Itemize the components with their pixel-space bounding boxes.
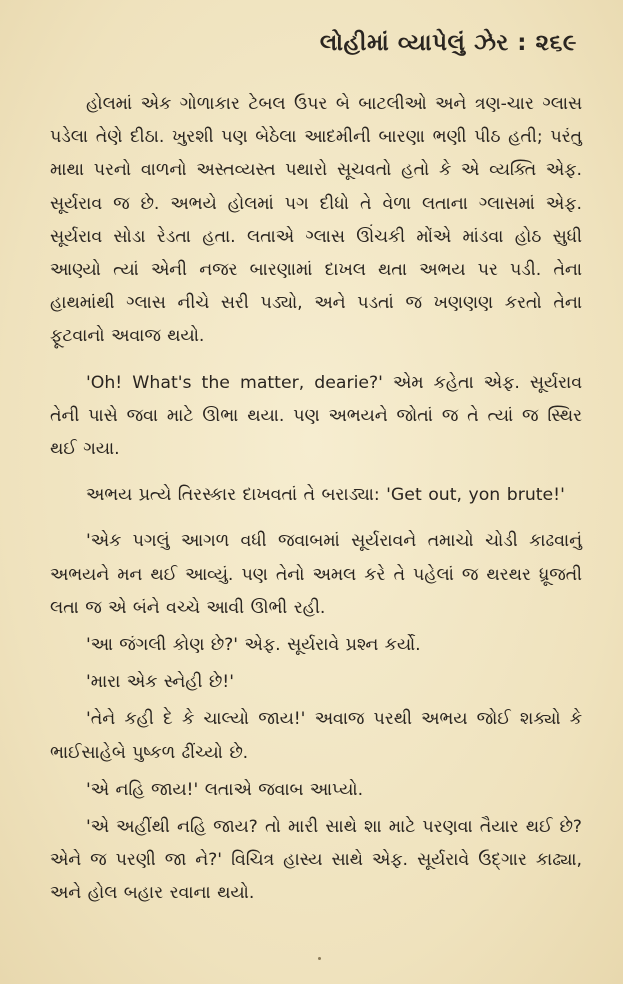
paragraph-7: 'તેને કહી દે કે ચાલ્યો જાય!' અવાજ પરથી અભય જોઈ શક્યો કે ભાઈસાહેબે પુષ્કળ ઢીંચ્યો છે. <box>50 709 582 763</box>
paragraph-1: હોલમાં એક ગોળાકાર ટેબલ ઉપર બે બાટલીઓ અને ત્રણ-ચાર ગ્લાસ પડેલા તેણે દીઠા. ખુરશી પણ બેઠેલા આદમીની બારણા ભણી પીઠ હતી; પરંતુ માથા પરનો વાળનો અસ્તવ્યસ્ત પથારો સૂચવતો હતો કે એ વ્યક્તિ એફ. સૂર્યરાવ જ છે. અભયે હોલમાં પગ દીધો તે વેળા લતાના ગ્લાસમાં એફ. સૂર્યરાવ સોડા રેડતા હતા. લતાએ ગ્લાસ ઊંચકી મોંએ માંડવા હોઠ સુધી આણ્યો ત્યાં એની નજર બારણામાં દાખલ થતા અભય પર પડી. તેના હાથમાંથી ગ્લાસ નીચે સરી પડ્યો, અને પડતાં જ ખણણણ કરતો તેના ફૂટવાનો અવાજ થયો. <box>50 94 582 347</box>
running-header: લોહીમાં વ્યાપેલું ઝેર : ૨૬૯ <box>319 30 577 56</box>
print-speck <box>318 957 321 960</box>
page-body <box>50 88 582 915</box>
paragraph-2: 'Oh! What's the matter, dearie?' એમ કહેતા એફ. સૂર્યરાવ તેની પાસે જવા માટે ઊભા થયા. પણ અભયને જોતાં જ તે ત્યાં જ સ્થિર થઈ ગયા. <box>50 372 582 460</box>
paragraph-5: 'આ જંગલી કોણ છે?' એફ. સૂર્યરાવે પ્રશ્ન કર્યો. <box>86 635 421 656</box>
paragraph-4: 'એક પગલું આગળ વધી જવાબમાં સૂર્યરાવને તમાચો ચોડી કાઢવાનું અભયને મન થઈ આવ્યું. પણ તેનો અમલ કરે તે પહેલાં જ થરથર ધ્રૂજતી લતા જ એ બંને વચ્ચે આવી ઊભી રહી. <box>50 531 582 618</box>
paragraph-6: 'મારા એક સ્નેહી છે!' <box>86 672 234 693</box>
paragraph-8: 'એ નહિ જાય!' લતાએ જવાબ આપ્યો. <box>86 779 364 800</box>
paragraph-9: 'એ અહીંથી નહિ જાય? તો મારી સાથે શા માટે પરણવા તૈયાર થઈ છે? એને જ પરણી જા ને?' વિચિત્ર હાસ્ય સાથે એફ. સૂર્યરાવે ઉદ્ગાર કાઢ્યા, અને હોલ બહાર રવાના થયો. <box>50 817 582 904</box>
paragraph-3: અભય પ્રત્યે તિરસ્કાર દાખવતાં તે બરાડ્યા: 'Get out, yon brute!' <box>86 485 565 506</box>
